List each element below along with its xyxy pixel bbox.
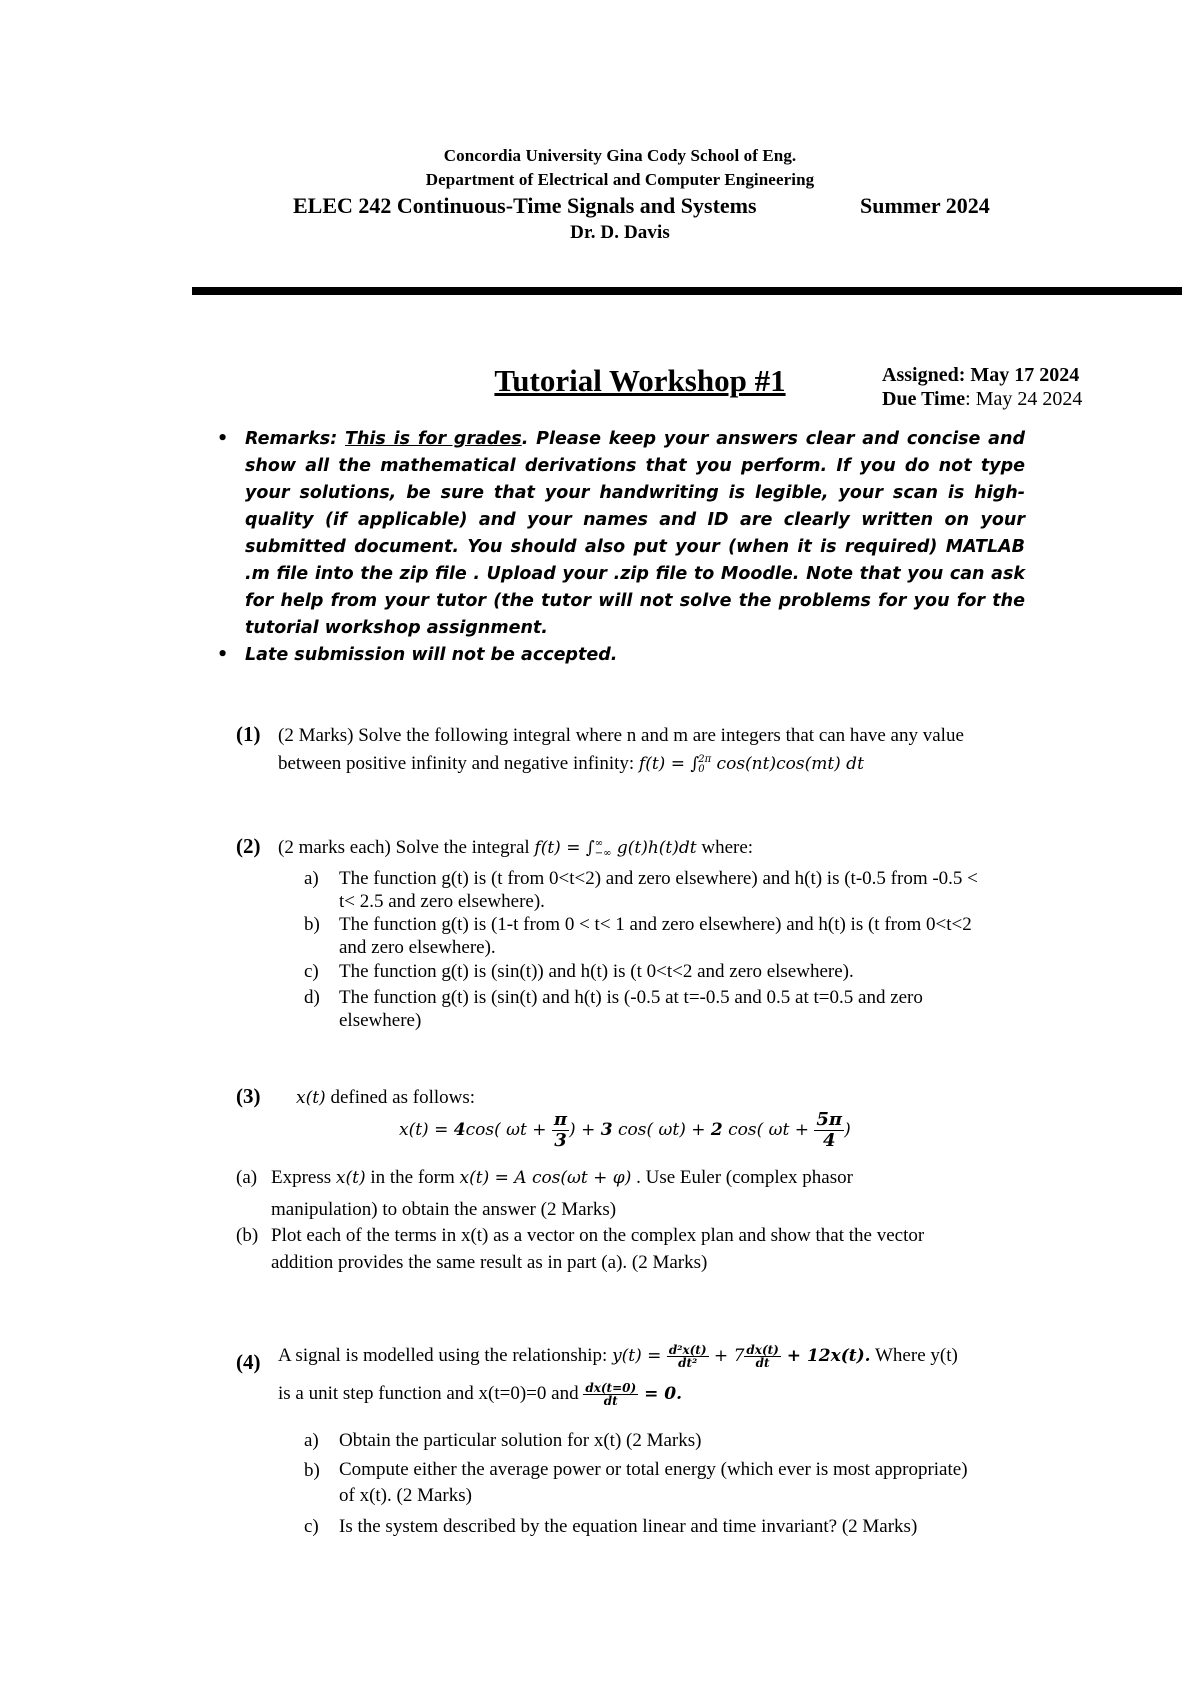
q4-plus7: + 7 bbox=[708, 1346, 745, 1366]
item-text bbox=[339, 913, 1039, 959]
question-4 bbox=[236, 1343, 1036, 1552]
q4-ic-end: = 0. bbox=[638, 1384, 683, 1404]
q3-defined-line bbox=[296, 1086, 475, 1110]
frac-den: dt bbox=[603, 1394, 618, 1409]
initial-condition-fraction bbox=[583, 1382, 638, 1407]
item-text bbox=[339, 1457, 1039, 1509]
frac-num: d²x(t) bbox=[668, 1343, 707, 1358]
q3b-text2: addition provides the same result as in part (a). (2 Marks) bbox=[271, 1252, 708, 1273]
q2-lower: −∞ bbox=[594, 847, 612, 859]
item-line2: elsewhere) bbox=[339, 1010, 422, 1031]
course-title: ELEC 242 Continuous-Time Signals and Systems bbox=[293, 193, 757, 218]
frac-num: 5π bbox=[816, 1109, 843, 1130]
eq-part: ) bbox=[844, 1120, 851, 1140]
remarks-underlined: This is for grades bbox=[345, 429, 522, 449]
item-line1: Compute either the average power or total energy (which ever is most appropriate) bbox=[339, 1459, 968, 1480]
frac-den: dt² bbox=[678, 1356, 698, 1371]
item-line1: The function g(t) is (sin(t) and h(t) is (-0.5 at t=-0.5 and 0.5 at t=0.5 and zero bbox=[339, 987, 923, 1008]
item-letter: c) bbox=[304, 1516, 319, 1537]
item-letter: b) bbox=[304, 914, 320, 935]
q3a-text: Express bbox=[271, 1167, 336, 1188]
q1-math bbox=[639, 754, 864, 774]
pi-over-3-fraction bbox=[552, 1110, 569, 1151]
first-derivative-fraction bbox=[744, 1344, 780, 1369]
eq-part: cos( ωt + bbox=[465, 1120, 552, 1140]
q1-upper: 2π bbox=[698, 753, 712, 765]
item-text bbox=[271, 1162, 971, 1225]
item-text bbox=[339, 867, 1039, 913]
frac-den: 4 bbox=[822, 1130, 836, 1151]
q2-intro bbox=[278, 836, 753, 860]
q4-plus12: + 12x(t). bbox=[780, 1346, 871, 1366]
q3-equation bbox=[399, 1110, 851, 1151]
university-line: Concordia University Gina Cody School of Eng. bbox=[443, 146, 797, 165]
item-letter: c) bbox=[304, 961, 319, 982]
q2-math-lhs: f(t) = ∫ bbox=[534, 838, 595, 858]
remarks-body: . Please keep your answers clear and concise and show all the mathematical derivations that you perform. If you do not type your solutions, be sure that your handwriting is legible, your scan is high-quality (if applicable) and your names and ID are clearly written on your submitted document. You should also put your (when it is required) MATLAB .m file into the zip file . Upload your .zip file to Moodle. Note that you can ask for help from your tutor (the tutor will not solve the problems for you for the tutorial workshop assignment. bbox=[245, 429, 1025, 638]
eq-part: cos( ωt + bbox=[722, 1120, 815, 1140]
q3a-form: x(t) = A cos(ωt + φ) bbox=[459, 1168, 632, 1188]
q2-intro-text: (2 marks each) Solve the integral bbox=[278, 837, 535, 858]
item-letter: b) bbox=[304, 1460, 320, 1481]
q3-defined: defined as follows: bbox=[325, 1087, 476, 1108]
q3a-text2: manipulation) to obtain the answer (2 Marks) bbox=[271, 1199, 617, 1220]
item-text: Is the system described by the equation linear and time invariant? (2 Marks) bbox=[339, 1516, 918, 1537]
q2-math-rhs: g(t)h(t)dt bbox=[611, 838, 697, 858]
frac-num: dx(t) bbox=[746, 1343, 779, 1358]
q1-lower: 0 bbox=[698, 763, 705, 775]
frac-num: π bbox=[553, 1109, 568, 1130]
remarks-block bbox=[217, 426, 1025, 669]
due-label: Due Time bbox=[882, 388, 966, 410]
q4-text2: is a unit step function and x(t=0)=0 and bbox=[278, 1383, 584, 1404]
item-text bbox=[339, 986, 1039, 1032]
q3-xt: x(t) bbox=[296, 1088, 326, 1108]
item-line1: The function g(t) is (t from 0<t<2) and zero elsewhere) and h(t) is (t-0.5 from -0.5 < bbox=[339, 868, 978, 889]
eq-part: ) + bbox=[569, 1120, 601, 1140]
eq-part: cos( ωt) + bbox=[612, 1120, 711, 1140]
item-line2: t< 2.5 and zero elsewhere). bbox=[339, 891, 545, 912]
q1-text2: between positive infinity and negative infinity: bbox=[278, 753, 639, 774]
q4-text1-end: Where y(t) bbox=[870, 1345, 958, 1366]
instructor-line: Dr. D. Davis bbox=[570, 222, 670, 243]
q1-text-line2 bbox=[278, 752, 864, 776]
item-line2: of x(t). (2 Marks) bbox=[339, 1485, 472, 1506]
q3a-text: . Use Euler (complex phasor bbox=[631, 1167, 853, 1188]
due-date: : May 24 2024 bbox=[965, 388, 1083, 410]
q2-intro-end: where: bbox=[696, 837, 754, 858]
q4-line2 bbox=[278, 1382, 682, 1407]
item-letter: a) bbox=[304, 1430, 319, 1451]
q1-number: (1) bbox=[236, 722, 261, 746]
eq-coef-4: 4 bbox=[453, 1120, 466, 1140]
frac-den: dt bbox=[755, 1356, 770, 1371]
item-text: The function g(t) is (sin(t)) and h(t) is (t 0<t<2 and zero elsewhere). bbox=[339, 961, 854, 982]
header-rule bbox=[192, 287, 1182, 295]
eq-coef-3: 3 bbox=[600, 1120, 613, 1140]
department-line: Department of Electrical and Computer Engineering bbox=[425, 170, 815, 189]
bullet-icon: • bbox=[217, 429, 229, 449]
remarks-lead: Remarks: bbox=[245, 429, 346, 449]
assigned-label: Assigned: bbox=[882, 364, 966, 386]
question-3 bbox=[236, 1086, 1036, 1286]
q1-text-line1: (2 Marks) Solve the following integral where n and m are integers that can have any value bbox=[278, 725, 964, 746]
second-derivative-fraction bbox=[667, 1344, 709, 1369]
q2-number: (2) bbox=[236, 834, 261, 858]
q1-math-rhs: cos(nt)cos(mt) dt bbox=[711, 754, 864, 774]
bullet-icon: • bbox=[217, 645, 229, 665]
q3a-text: in the form bbox=[365, 1167, 460, 1188]
late-text: Late submission will not be accepted. bbox=[245, 645, 618, 665]
eq-coef-2: 2 bbox=[710, 1120, 723, 1140]
item-text bbox=[271, 1222, 971, 1276]
q1-math-lhs: f(t) = ∫ bbox=[638, 754, 700, 774]
page-title: Tutorial Workshop #1 bbox=[494, 363, 786, 398]
assigned-date: May 17 2024 bbox=[970, 364, 1080, 386]
q4-line1 bbox=[278, 1344, 958, 1369]
item-line1: The function g(t) is (1-t from 0 < t< 1 and zero elsewhere) and h(t) is (t from 0<t<2 bbox=[339, 914, 972, 935]
frac-num: dx(t=0) bbox=[585, 1381, 637, 1396]
item-line2: and zero elsewhere). bbox=[339, 937, 496, 958]
term-label: Summer 2024 bbox=[860, 193, 990, 218]
dates-block bbox=[882, 363, 1082, 411]
q2-upper: ∞ bbox=[594, 837, 604, 849]
remarks-item bbox=[217, 426, 1025, 642]
item-letter: a) bbox=[304, 868, 319, 889]
eq-part: x(t) = bbox=[399, 1120, 454, 1140]
question-2 bbox=[236, 836, 1036, 1036]
q4-number: (4) bbox=[236, 1350, 261, 1374]
q3-number: (3) bbox=[236, 1084, 261, 1108]
q3b-text1: Plot each of the terms in x(t) as a vector on the complex plan and show that the vector bbox=[271, 1225, 925, 1246]
item-letter: (a) bbox=[236, 1167, 258, 1188]
q3a-xt: x(t) bbox=[335, 1168, 366, 1188]
item-letter: d) bbox=[304, 987, 320, 1008]
frac-den: 3 bbox=[554, 1130, 567, 1151]
late-item bbox=[217, 642, 1025, 669]
5pi-over-4-fraction bbox=[814, 1110, 844, 1151]
q2-math bbox=[534, 838, 696, 858]
q4-y: y(t) = bbox=[612, 1346, 667, 1366]
item-letter: (b) bbox=[236, 1225, 259, 1246]
item-text: Obtain the particular solution for x(t) (2 Marks) bbox=[339, 1430, 702, 1451]
q4-text1: A signal is modelled using the relationship: bbox=[278, 1345, 613, 1366]
